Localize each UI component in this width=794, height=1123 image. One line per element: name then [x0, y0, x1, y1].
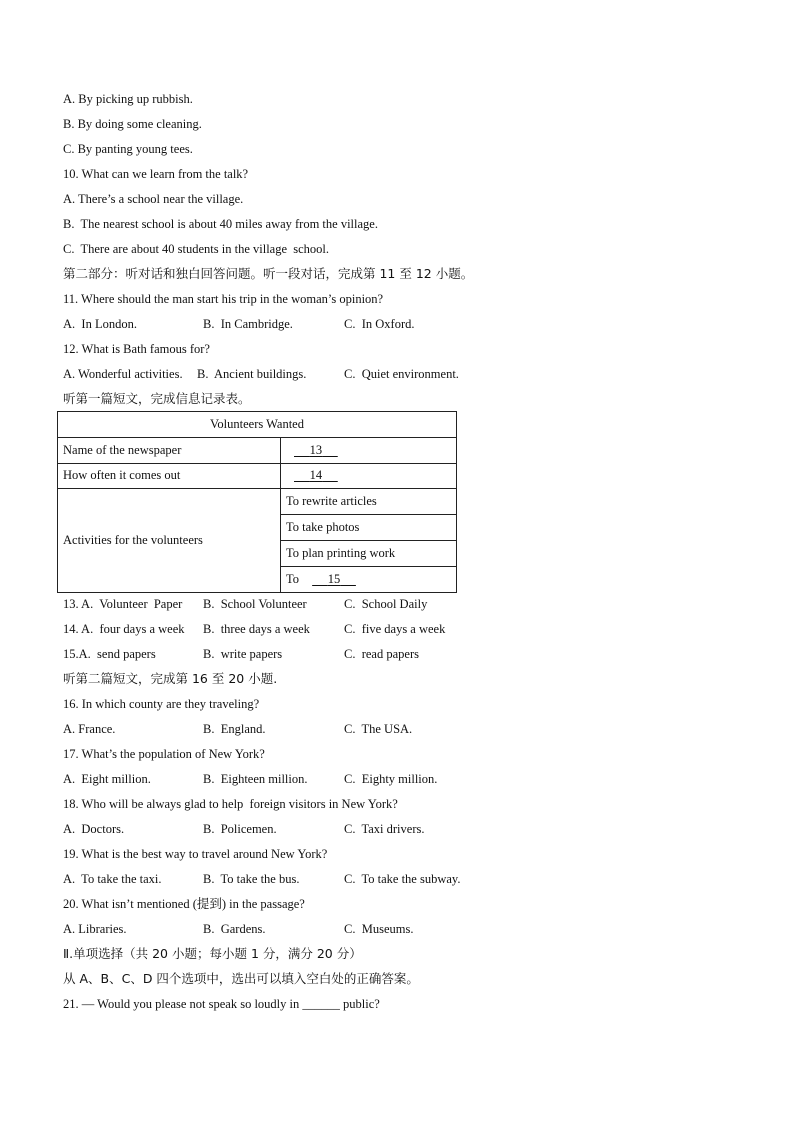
q14-option-b: B. three days a week — [203, 622, 310, 636]
q19-option-a: A. To take the taxi. — [63, 872, 162, 886]
q9-option-b: B. By doing some cleaning. — [63, 117, 202, 131]
table-label-activities: Activities for the volunteers — [58, 489, 281, 592]
table-blank-13 — [281, 437, 457, 463]
table-title: Volunteers Wanted — [58, 412, 457, 438]
table-row — [58, 463, 457, 489]
q15-option-a: 15.A. send papers — [63, 647, 156, 661]
table-label-frequency: How often it comes out — [58, 463, 281, 489]
table-label-newspaper: Name of the newspaper — [58, 437, 281, 463]
q12-option-b: B. Ancient buildings. — [197, 367, 307, 381]
q17-stem: 17. What’s the population of New York? — [63, 747, 265, 761]
q16-option-b: B. England. — [203, 722, 266, 736]
q16-option-a: A. France. — [63, 722, 116, 736]
section2-heading: Ⅱ.单项选择（共 20 小题；每小题 1 分，满分 20 分） — [63, 946, 362, 961]
q10-option-b: B. The nearest school is about 40 miles away from the village. — [63, 217, 378, 231]
q19-option-c: C. To take the subway. — [344, 872, 461, 886]
blank-number-15: 15 — [327, 571, 341, 586]
q10-option-c: C. There are about 40 students in the village school. — [63, 242, 330, 256]
table-row — [58, 489, 457, 515]
passage2-heading: 听第二篇短文，完成第 16 至 20 小题. — [63, 671, 278, 686]
q11-option-c: C. In Oxford. — [344, 317, 415, 331]
q19-option-b: B. To take the bus. — [203, 872, 300, 886]
q20-stem: 20. What isn’t mentioned (提到) in the passage? — [63, 897, 305, 911]
activity-item-blank-15 — [281, 566, 457, 592]
info-record-table — [57, 411, 457, 593]
q17-option-b: B. Eighteen million. — [203, 772, 308, 786]
table-blank-14 — [281, 463, 457, 489]
q11-option-a: A. In London. — [63, 317, 137, 331]
q14-option-c: C. five days a week — [344, 622, 446, 636]
q12-stem: 12. What is Bath famous for? — [63, 342, 210, 356]
q18-option-a: A. Doctors. — [63, 822, 125, 836]
q20-option-a: A. Libraries. — [63, 922, 127, 936]
part2-heading: 第二部分：听对话和独白回答问题。听一段对话，完成第 11 至 12 小题。 — [63, 266, 474, 281]
q17-option-c: C. Eighty million. — [344, 772, 438, 786]
q17-option-a: A. Eight million. — [63, 772, 151, 786]
q9-option-c: C. By panting young tees. — [63, 142, 193, 156]
q11-stem: 11. Where should the man start his trip in the woman’s opinion? — [63, 292, 384, 306]
activity-item: To rewrite articles — [281, 489, 457, 515]
q12-option-c: C. Quiet environment. — [344, 367, 459, 381]
q19-stem: 19. What is the best way to travel around New York? — [63, 847, 328, 861]
blank-number-13: 13 — [309, 442, 323, 457]
activity-prefix: To — [286, 571, 300, 586]
q9-option-a: A. By picking up rubbish. — [63, 92, 193, 106]
blank-number-14: 14 — [309, 468, 323, 483]
q20-option-c: C. Museums. — [344, 922, 414, 936]
q14-option-a: 14. A. four days a week — [63, 622, 185, 636]
q13-option-b: B. School Volunteer — [203, 597, 307, 611]
table-row — [58, 437, 457, 463]
q10-option-a: A. There’s a school near the village. — [63, 192, 244, 206]
q21-stem: 21. — Would you please not speak so loudly in ______ public? — [63, 997, 380, 1011]
q15-option-c: C. read papers — [344, 647, 419, 661]
activity-item: To plan printing work — [281, 540, 457, 566]
passage1-heading: 听第一篇短文，完成信息记录表。 — [63, 391, 251, 406]
activity-item: To take photos — [281, 515, 457, 541]
q16-stem: 16. In which county are they traveling? — [63, 697, 260, 711]
q20-option-b: B. Gardens. — [203, 922, 266, 936]
q10-stem: 10. What can we learn from the talk? — [63, 167, 249, 181]
q16-option-c: C. The USA. — [344, 722, 413, 736]
q13-option-c: C. School Daily — [344, 597, 428, 611]
q18-stem: 18. Who will be always glad to help foreign visitors in New York? — [63, 797, 398, 811]
section2-instruction: 从 A、B、C、D 四个选项中，选出可以填入空白处的正确答案。 — [63, 971, 419, 986]
q18-option-b: B. Policemen. — [203, 822, 277, 836]
q18-option-c: C. Taxi drivers. — [344, 822, 425, 836]
q12-option-a: A. Wonderful activities. — [63, 367, 183, 381]
q13-option-a: 13. A. Volunteer Paper — [63, 597, 183, 611]
q15-option-b: B. write papers — [203, 647, 283, 661]
q11-option-b: B. In Cambridge. — [203, 317, 293, 331]
